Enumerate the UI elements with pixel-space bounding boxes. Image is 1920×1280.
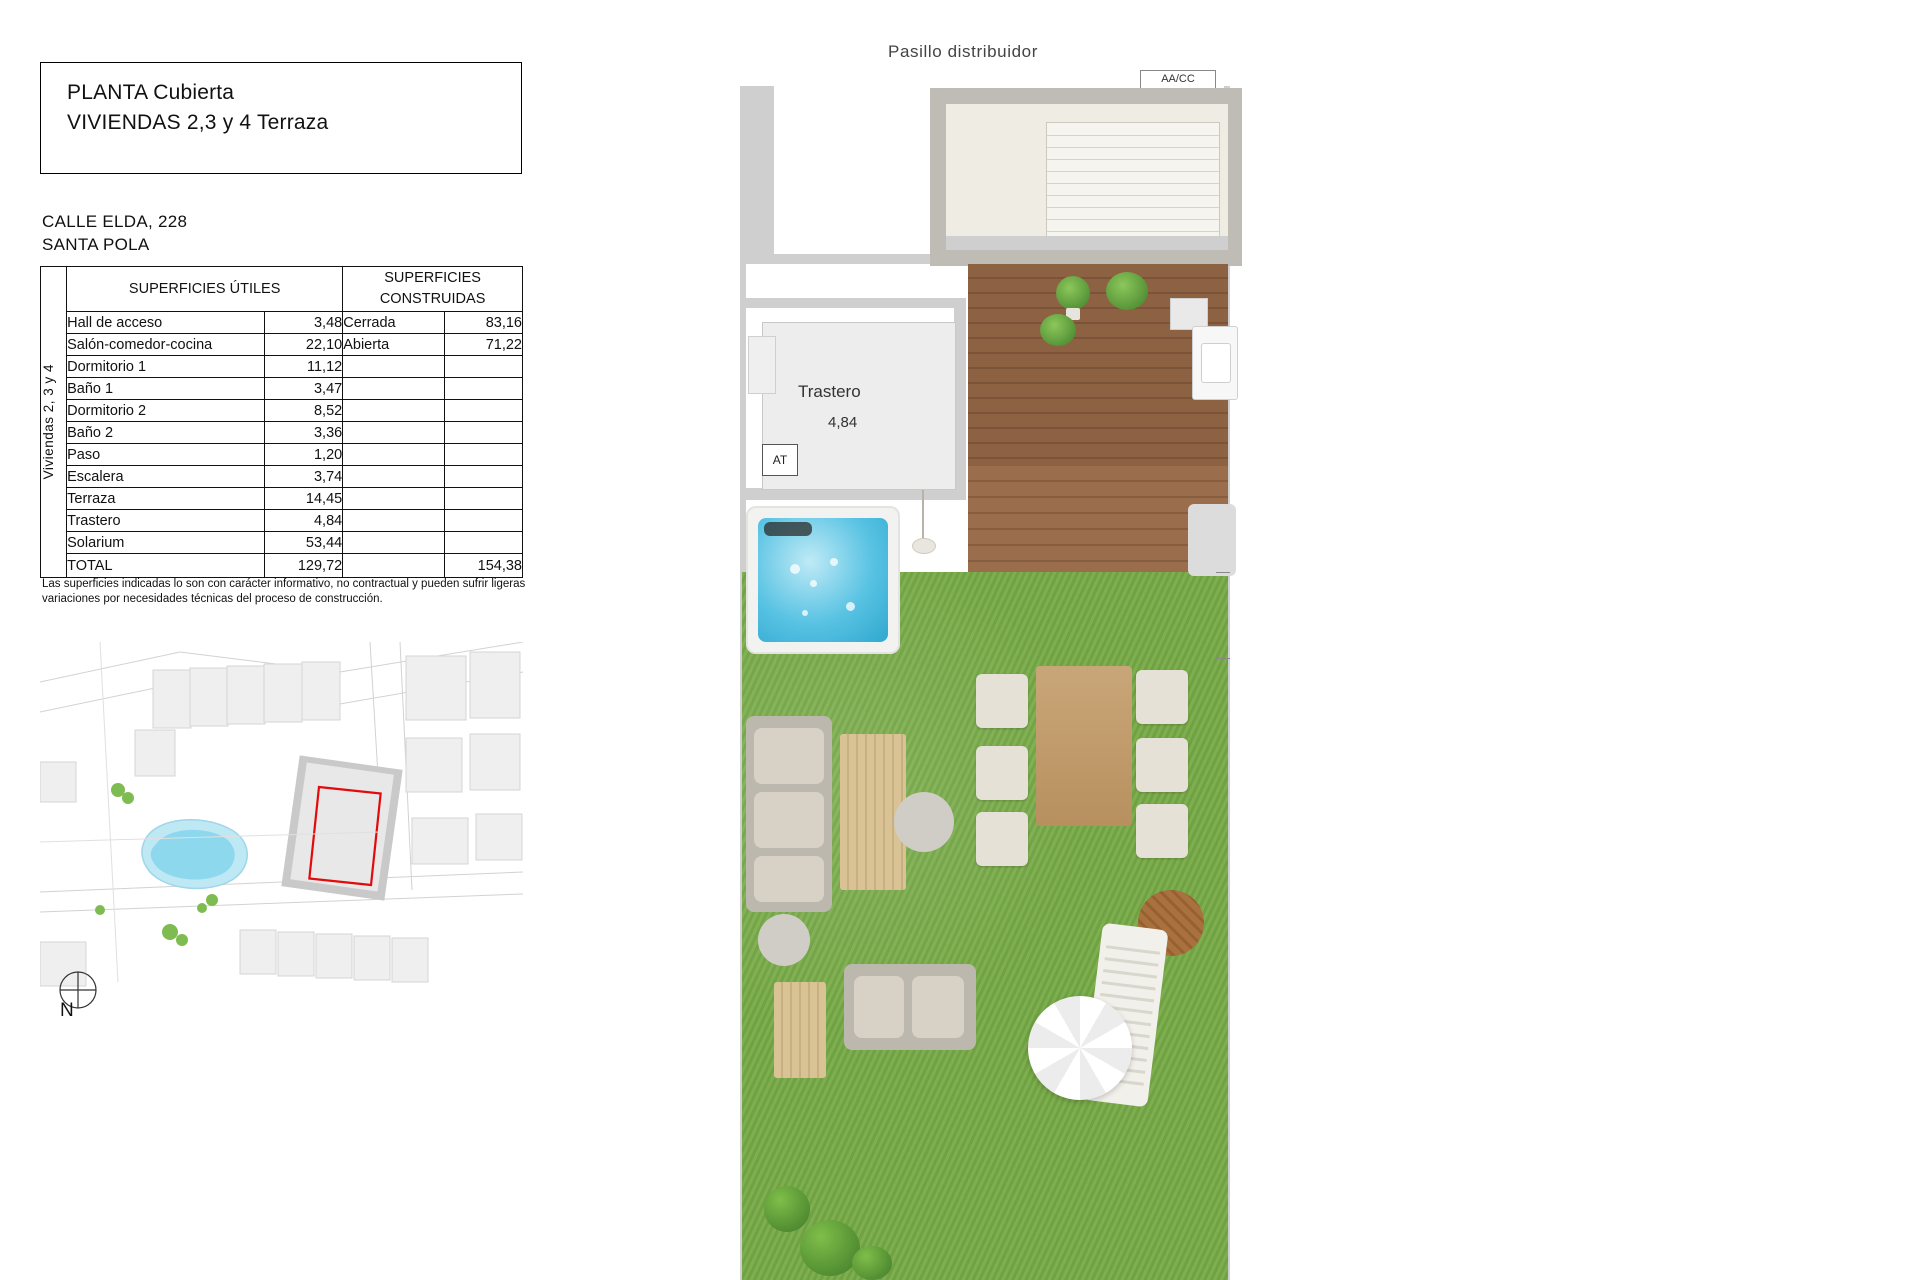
rotated-group-label: Viviendas 2, 3 y 4 — [41, 364, 56, 480]
wall-core-bottom — [946, 236, 1228, 250]
built-value — [444, 356, 522, 378]
dining-chair — [1136, 738, 1188, 792]
table-row — [41, 488, 523, 510]
sofa-cushion — [754, 856, 824, 902]
shrub-2 — [800, 1220, 860, 1276]
left-info-column — [0, 0, 660, 1280]
built-value — [444, 444, 522, 466]
row-name: Hall de acceso — [67, 312, 265, 334]
outdoor-fridge — [1188, 504, 1236, 576]
total-label: TOTAL — [67, 554, 265, 578]
row-name: Baño 2 — [67, 422, 265, 444]
wall-top-left-return — [746, 86, 774, 264]
sofa-cushion — [754, 792, 824, 848]
header-useful-surfaces: SUPERFICIES ÚTILES — [67, 267, 343, 312]
built-value — [444, 422, 522, 444]
built-value — [444, 466, 522, 488]
built-name — [343, 532, 444, 554]
table-row — [41, 466, 523, 488]
built-name — [343, 422, 444, 444]
built-name — [343, 400, 444, 422]
staircase — [1046, 122, 1220, 244]
table-row — [41, 356, 523, 378]
site-plan-drawing — [40, 642, 523, 1032]
table-row — [41, 532, 523, 554]
header-built-line2: CONSTRUIDAS — [379, 291, 486, 307]
jacuzzi-headrest — [764, 522, 812, 536]
row-value: 11,12 — [265, 356, 343, 378]
dining-chair — [976, 812, 1028, 866]
trastero-label: Trastero — [798, 382, 861, 401]
row-name: Paso — [67, 444, 265, 466]
built-value — [444, 378, 522, 400]
total-useful-value: 129,72 — [265, 554, 343, 578]
potted-plant-2 — [1106, 272, 1148, 310]
row-value: 4,84 — [265, 510, 343, 532]
round-side-table-2 — [758, 914, 810, 966]
dining-chair — [976, 746, 1028, 800]
sofa-cushion — [912, 976, 964, 1038]
row-value: 53,44 — [265, 532, 343, 554]
trastero-door — [748, 336, 776, 394]
built-value — [444, 532, 522, 554]
title-box — [40, 62, 522, 174]
table-row — [41, 422, 523, 444]
wood-mat-2 — [774, 982, 826, 1078]
table-header-row — [41, 267, 523, 312]
table-row — [41, 378, 523, 400]
terrace-plan — [740, 86, 1310, 1280]
built-name: Cerrada — [343, 312, 444, 334]
built-name: Abierta — [343, 334, 444, 356]
terrace-render-column — [660, 0, 1920, 1280]
row-name: Dormitorio 1 — [67, 356, 265, 378]
surfaces-table — [40, 266, 523, 578]
row-name: Escalera — [67, 466, 265, 488]
table-row — [41, 400, 523, 422]
hose-head — [912, 538, 936, 554]
row-value: 8,52 — [265, 400, 343, 422]
outdoor-sink — [1192, 326, 1238, 400]
built-value: 71,22 — [444, 334, 522, 356]
table-row — [41, 510, 523, 532]
dining-chair — [1136, 670, 1188, 724]
disclaimer-note: Las superficies indicadas lo son con carácter informativo, no contractual y pueden sufrir ligeras variaciones por necesidades técnicas del proceso de construcción. — [42, 578, 526, 605]
row-value: 3,47 — [265, 378, 343, 400]
built-name — [343, 378, 444, 400]
jacuzzi-water — [758, 518, 888, 642]
site-plan — [40, 642, 523, 1032]
built-value — [444, 510, 522, 532]
potted-plant-3 — [1040, 314, 1076, 346]
compass-north-label: N — [60, 1000, 74, 1021]
row-value: 3,74 — [265, 466, 343, 488]
address-line-1: CALLE ELDA, 228 — [42, 212, 188, 231]
header-built-line1: SUPERFICIES — [384, 270, 481, 286]
total-spacer — [343, 554, 444, 578]
table-row — [41, 312, 523, 334]
row-name: Terraza — [67, 488, 265, 510]
built-value — [444, 400, 522, 422]
row-value: 1,20 — [265, 444, 343, 466]
at-label: AT — [762, 444, 798, 476]
dining-chair — [976, 674, 1028, 728]
row-value: 3,36 — [265, 422, 343, 444]
aacc-label: AA/CC — [1140, 70, 1216, 89]
sink-bowl — [1201, 343, 1231, 383]
hose-line — [922, 490, 924, 542]
title-line-1: PLANTA Cubierta — [67, 81, 235, 104]
potted-plant-1 — [1056, 276, 1090, 310]
dimension-tick-1 — [1216, 572, 1230, 573]
row-value: 14,45 — [265, 488, 343, 510]
built-name — [343, 488, 444, 510]
title-line-2: VIVIENDAS 2,3 y 4 Terraza — [67, 111, 329, 134]
built-value — [444, 488, 522, 510]
trastero-wall-top — [746, 298, 966, 308]
built-value: 83,16 — [444, 312, 522, 334]
row-value: 22,10 — [265, 334, 343, 356]
built-name — [343, 356, 444, 378]
shrub-1 — [764, 1186, 810, 1232]
row-value: 3,48 — [265, 312, 343, 334]
row-name: Dormitorio 2 — [67, 400, 265, 422]
shrub-3 — [852, 1246, 892, 1280]
sofa-cushion — [854, 976, 904, 1038]
trastero-area: 4,84 — [828, 414, 858, 431]
table-row — [41, 444, 523, 466]
round-side-table-1 — [894, 792, 954, 852]
dining-table — [1036, 666, 1132, 826]
dining-chair — [1136, 804, 1188, 858]
total-built-value: 154,38 — [444, 554, 522, 578]
built-name — [343, 510, 444, 532]
table-total-row — [41, 554, 523, 578]
sofa-cushion — [754, 728, 824, 784]
corridor-label: Pasillo distribuidor — [888, 42, 1038, 61]
table-row — [41, 334, 523, 356]
rotated-group-label-cell — [41, 267, 67, 578]
row-name: Trastero — [67, 510, 265, 532]
built-name — [343, 466, 444, 488]
row-name: Salón-comedor-cocina — [67, 334, 265, 356]
patio-umbrella — [1028, 996, 1132, 1100]
jacuzzi — [746, 506, 900, 654]
dimension-tick-2 — [1216, 658, 1230, 659]
row-name: Baño 1 — [67, 378, 265, 400]
built-name — [343, 444, 444, 466]
address-line-2: SANTA POLA — [42, 235, 150, 254]
header-built-surfaces — [343, 267, 523, 312]
row-name: Solarium — [67, 532, 265, 554]
